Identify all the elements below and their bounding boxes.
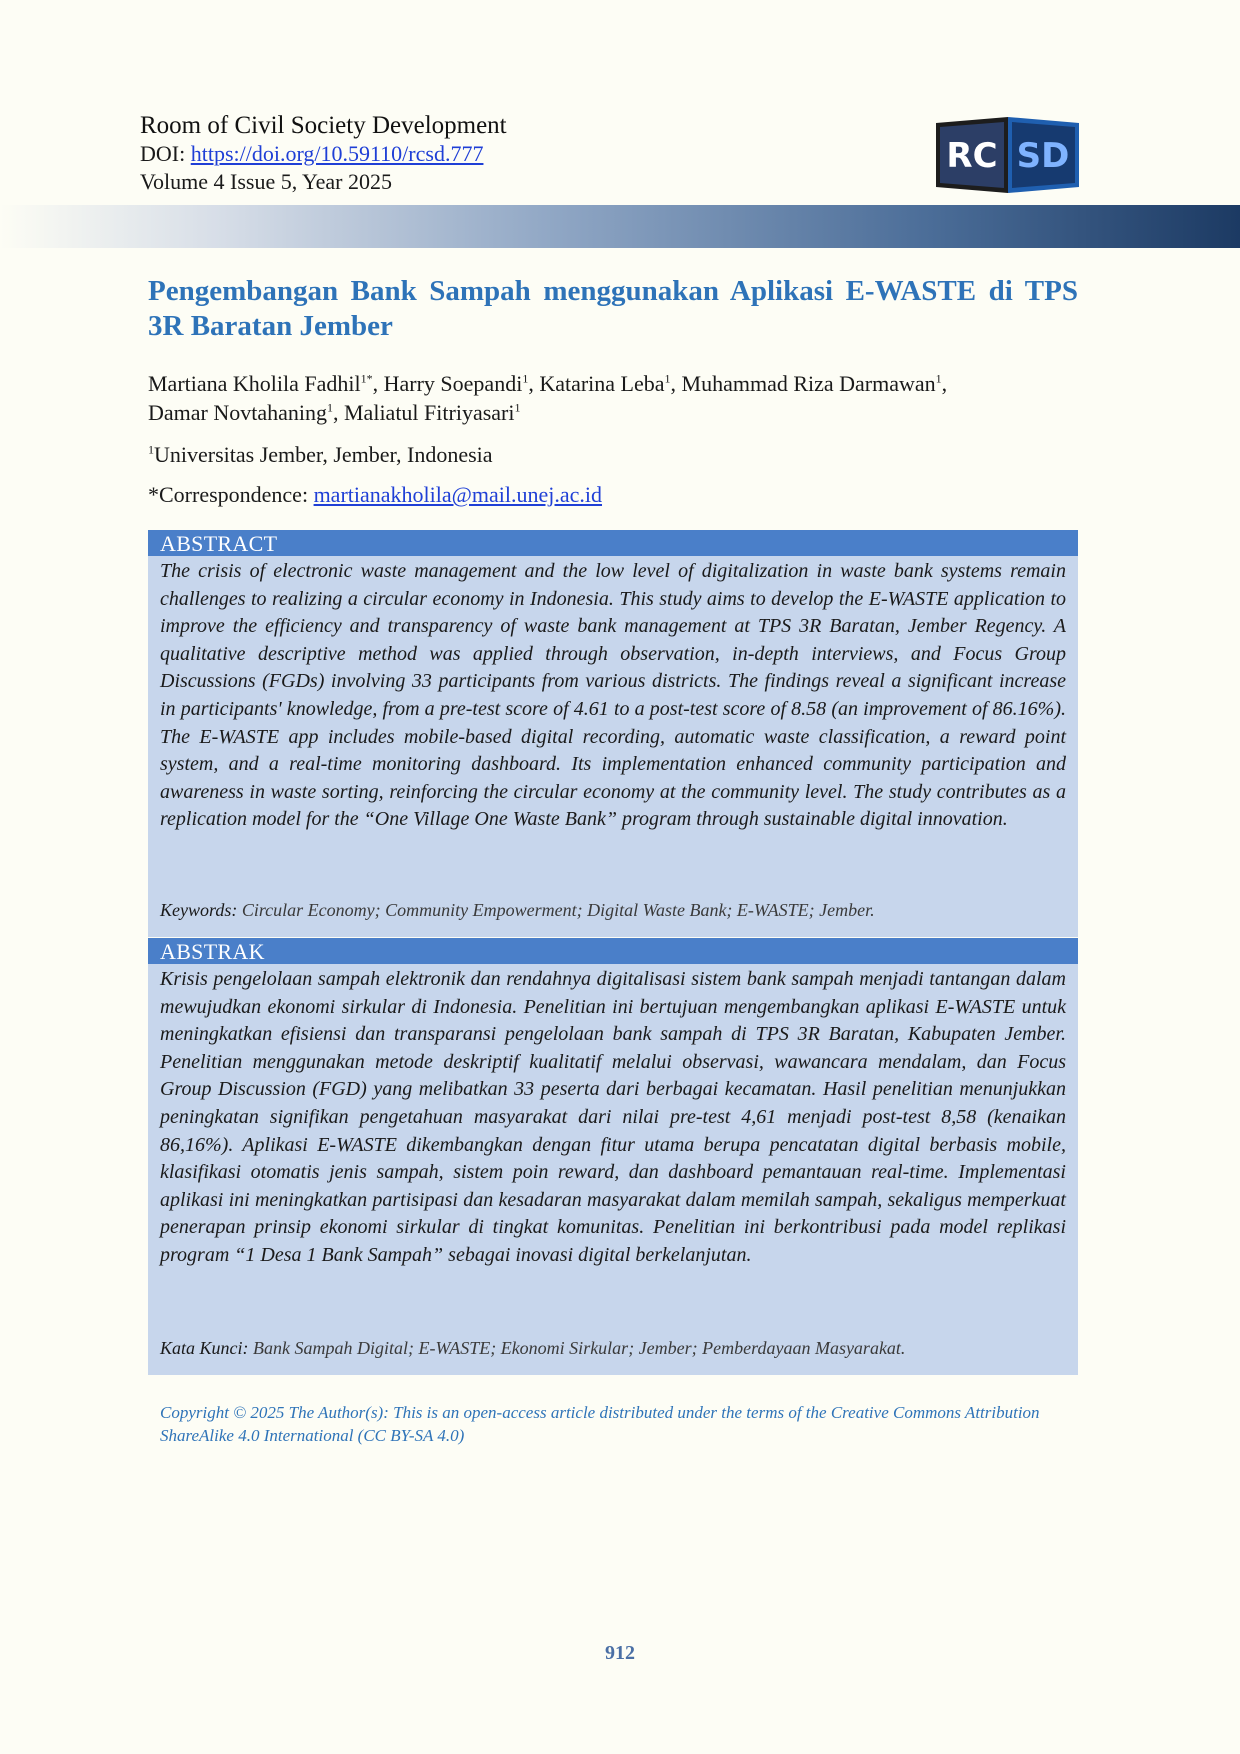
kata-kunci-label: Kata Kunci:	[160, 1338, 249, 1358]
author-name: Martiana Kholila Fadhil	[148, 371, 361, 396]
kata-kunci-list: Bank Sampah Digital; E-WASTE; Ekonomi Sirkular; Jember; Pemberdayaan Masyarakat.	[248, 1338, 906, 1358]
journal-name: Room of Civil Society Development	[140, 112, 507, 139]
correspondence-email-link[interactable]: martianakholila@mail.unej.ac.id	[313, 482, 603, 507]
keywords-label: Keywords:	[160, 900, 238, 920]
author-affiliation-marker: 1	[327, 400, 333, 415]
article-title: Pengembangan Bank Sampah menggunakan Aplikasi E-WASTE di TPS 3R Baratan Jember	[148, 275, 1078, 342]
abstract-body: The crisis of electronic waste management and the low level of digitalization in waste bank systems remain challenges to realizing a circular economy in Indonesia. This study aims to develop the E-WASTE application to improve the efficiency and transparency of waste bank management at TPS 3R Baratan, Jember Regency. A qualitative descriptive method was applied through observation, in-depth interviews, and Focus Group Discussions (FGDs) involving 33 participants from various districts. The findings reveal a significant increase in participants' knowledge, from a pre-test score of 4.61 to a post-test score of 8.58 (an improvement of 86.16%). The E-WASTE app includes mobile-based digital recording, automatic waste classification, a reward point system, and a real-time monitoring dashboard. Its implementation enhanced community participation and awareness in waste sorting, reinforcing the circular economy at the community level. The study contributes as a replication model for the “One Village One Waste Bank” program through sustainable digital innovation.	[160, 560, 1066, 831]
author-affiliation-marker: 1	[514, 400, 521, 415]
keywords	[160, 898, 875, 922]
author-name: Damar Novtahaning	[148, 400, 327, 425]
doi-link[interactable]: https://doi.org/10.59110/rcsd.777	[190, 141, 484, 166]
author-name: Katarina Leba	[539, 371, 665, 396]
abstrak-box	[148, 938, 1078, 1375]
author-affiliation-marker: 1	[935, 371, 942, 386]
journal-header	[140, 112, 507, 196]
keywords-list: Circular Economy; Community Empowerment; Digital Waste Bank; E-WASTE; Jember.	[237, 900, 875, 920]
abstract-heading: ABSTRACT	[148, 530, 1078, 556]
doi-line	[140, 140, 507, 168]
abstract-box	[148, 530, 1078, 937]
author-name: Maliatul Fitriyasari	[344, 400, 515, 425]
abstrak-body: Krisis pengelolaan sampah elektronik dan rendahnya digitalisasi sistem bank sampah menjadi tantangan dalam mewujudkan ekonomi sirkular di Indonesia. Penelitian ini bertujuan mengembangkan aplikasi E-WASTE untuk meningkatkan efisiensi dan transparansi pengelolaan bank sampah di TPS 3R Baratan, Kabupaten Jember. Penelitian menggunakan metode deskriptif kualitatif melalui observasi, wawancara mendalam, dan Focus Group Discussion (FGD) yang melibatkan 33 peserta dari berbagai kecamatan. Hasil penelitian menunjukkan peningkatan signifikan pengetahuan masyarakat dari nilai pre-test 4,61 menjadi post-test 8,58 (kenaikan 86,16%). Aplikasi E-WASTE dikembangkan dengan fitur utama berupa pencatatan digital berbasis mobile, klasifikasi otomatis jenis sampah, sistem poin reward, dan dashboard pemantauan real-time. Implementasi aplikasi ini meningkatkan partisipasi dan kesadaran masyarakat dalam memilah sampah, sekaligus memperkuat penerapan prinsip ekonomi sirkular di tingkat komunitas. Penelitian ini berkontribusi pada model replikasi program “1 Desa 1 Bank Sampah” sebagai inovasi digital berkelanjutan.	[160, 968, 1066, 1266]
abstrak-heading: ABSTRAK	[148, 938, 1078, 964]
author-affiliation-marker: 1*	[360, 371, 373, 386]
page-number: 912	[605, 1642, 635, 1664]
svg-text:SD: SD	[1016, 136, 1070, 176]
copyright-notice: Copyright © 2025 The Author(s): This is an open-access article distributed under the terms of the Creative Commons Attribution ShareAlike 4.0 International (CC BY-SA 4.0)	[160, 1403, 1040, 1445]
volume-issue: Volume 4 Issue 5, Year 2025	[140, 169, 392, 194]
svg-text:RC: RC	[946, 136, 998, 176]
correspondence	[148, 481, 602, 509]
author-name: Harry Soepandi	[383, 371, 523, 396]
correspondence-label: *Correspondence:	[148, 482, 314, 507]
affiliation	[148, 441, 493, 469]
author-affiliation-marker: 1	[522, 371, 529, 386]
author-name: Muhammad Riza Darmawan	[681, 371, 936, 396]
kata-kunci	[160, 1336, 905, 1360]
affiliation-marker: 1	[148, 442, 154, 457]
author-list: Martiana Kholila Fadhil$^{1*}$, Harry Soepandi$^1$, Katarina Leba$^1$, Muhammad Riza Darmawan$^1$, Damar Novtahaning$^1$, Maliatul Fitriyasari$^1$	[148, 371, 948, 425]
affiliation-text: Universitas Jember, Jember, Indonesia	[154, 442, 493, 467]
header-band	[0, 205, 1240, 248]
rcsd-logo	[936, 117, 1079, 193]
doi-label: DOI:	[140, 141, 191, 166]
author-affiliation-marker: 1	[664, 371, 671, 386]
